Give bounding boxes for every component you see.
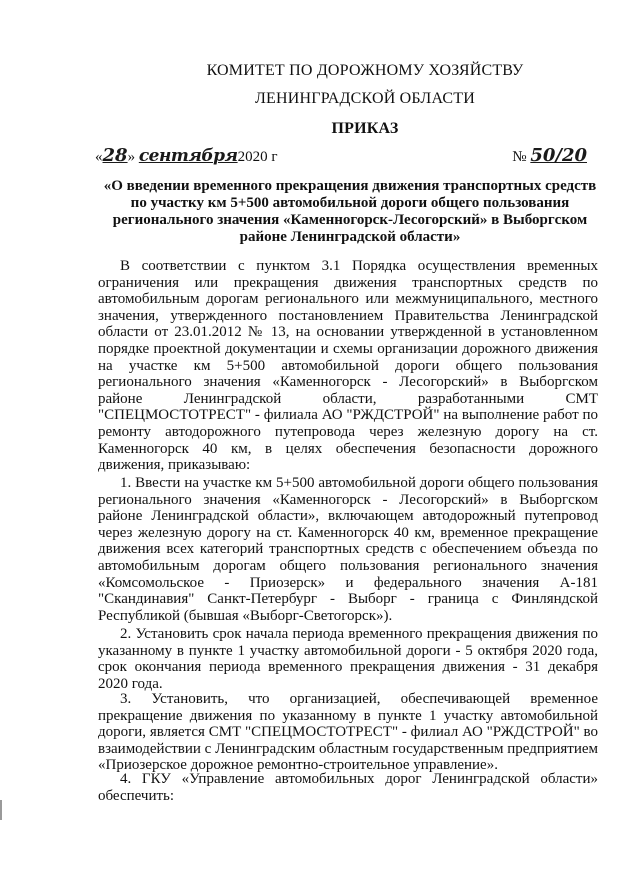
intro-text: В соответствии с пунктом 3.1 Порядка осуществления временных ограничения или прекращения движения транспортных средств по автомобильным дорогам регионального или межмуниципального, местного значения, утвержденного постановлением Правительства Ленинградской области от 23.01.2012 № 13, на основании утвержденной в установленном порядке проектной документации и схемы организации дорожного движения на участке км 5+500 автомобильной дороги общего пользования регионального значения «Каменногорск - Лесогорский» в Выборгском районе Ленинградской области, разработанными СМТ "СПЕЦМОСТОТРЕСТ" - филиала АО "РЖДСТРОЙ" на выполнение работ по ремонту автодорожного путепровода через железную дорогу на ст. Каменногорск 40 км, в целях обеспечения безопасности дорожного движения, приказываю:	[98, 258, 598, 474]
document-type: ПРИКАЗ	[331, 120, 399, 137]
order-item-1-text: 1. Ввести на участке км 5+500 автомобильной дороги общего пользования регионального значения «Каменногорск - Лесогорский» в Выборгском районе Ленинградской области», включающем автодорожный путепровод через железную дорогу на ст. Каменногорск 40 км, временное прекращение движения всех категорий транспортных средств с обеспечением объезда по автомобильным дорогам общего пользования регионального значения «Комсомольское - Приозерск» и федерального значения А-181 "Скандинавия" Санкт-Петербург - Выборг - граница с Финляндской Республикой (бывшая «Выборг-Светогорск»).	[98, 475, 598, 624]
date-month: сентября	[138, 146, 238, 166]
date-year: 2020 г	[237, 149, 278, 165]
order-item-4	[98, 771, 598, 804]
order-item-3-text: 3. Установить, что организацией, обеспечивающей временное прекращение движения по указанному в пункте 1 участку автомобильной дороги, является СМТ "СПЕЦМОСТОТРЕСТ" - филиал АО "РЖДСТРОЙ" во взаимодействии с Ленинградским областным государственным предприятием «Приозерское дорожное ремонтно-строительное управление».	[98, 691, 599, 774]
date-day: 28	[102, 145, 128, 166]
order-item-4-text: 4. ГКУ «Управление автомобильных дорог Ленинградской области» обеспечить:	[98, 771, 598, 804]
date-open-quote: «	[95, 149, 103, 165]
order-item-2	[98, 626, 598, 692]
date-close-quote: »	[127, 149, 136, 165]
scan-edge-mark	[0, 800, 2, 820]
date-number-row	[95, 145, 595, 171]
intro-paragraph	[98, 258, 598, 474]
order-item-2-text: 2. Установить срок начала периода временного прекращения движения по указанному в пункте 1 участку автомобильной дороги - 5 октября 2020 года, срок окончания периода временного прекращения движения - 31 декабря 2020 года.	[98, 626, 598, 692]
committee-name: КОМИТЕТ ПО ДОРОЖНОМУ ХОЗЯЙСТВУ	[206, 62, 524, 79]
region-name: ЛЕНИНГРАДСКОЙ ОБЛАСТИ	[254, 90, 476, 107]
document-date	[95, 145, 278, 166]
document-title: «О введении временного прекращения движения транспортных средств по участку км 5+500 автомобильной дороги общего пользования регионального значения «Каменногорск-Лесогорский» в Выборгском районе Ленинградской области»	[103, 178, 597, 245]
number-sign: №	[512, 149, 527, 165]
order-item-1	[98, 475, 598, 624]
order-item-3	[98, 691, 598, 774]
number-value: 50/20	[530, 145, 587, 166]
document-number	[512, 145, 587, 166]
